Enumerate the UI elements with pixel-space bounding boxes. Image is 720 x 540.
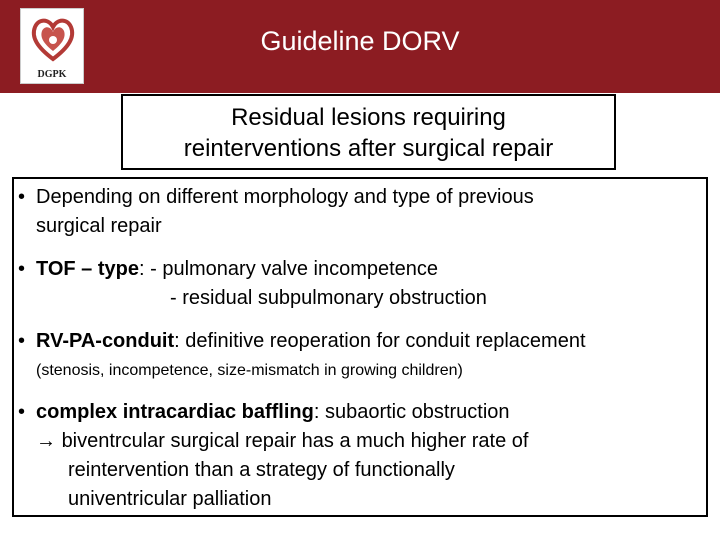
- page-title: Guideline DORV: [260, 26, 460, 56]
- arrow-right-icon: →: [36, 430, 56, 452]
- bullet-label: complex intracardiac baffling: [36, 401, 314, 423]
- bullet-dot-icon: •: [18, 330, 26, 352]
- bullet-dot-icon: •: [18, 186, 26, 208]
- bullet-rv-pa-conduit: [18, 327, 708, 382]
- bullet-text-continued: - residual subpulmonary obstruction: [170, 287, 487, 309]
- bullet-text-continued: reintervention than a strategy of functionally: [68, 459, 455, 481]
- bullet-text-continued: surgical repair: [36, 215, 162, 237]
- subtitle-line-2: reinterventions after surgical repair: [183, 135, 554, 162]
- bullet-text: : subaortic obstruction: [313, 401, 510, 423]
- bullet-intracardiac-baffling: [18, 398, 708, 514]
- bullet-morphology: [18, 183, 708, 241]
- bullet-label: RV-PA-conduit: [36, 330, 175, 352]
- bullet-dot-icon: •: [18, 258, 26, 280]
- header-bar: [0, 0, 720, 93]
- bullet-text: : definitive reoperation for conduit replacement: [174, 330, 586, 352]
- subtitle-box: [121, 94, 616, 170]
- logo-text: DGPK: [37, 69, 67, 80]
- bullet-dot-icon: •: [18, 401, 26, 423]
- dgpk-logo: [20, 8, 84, 84]
- bullet-tof-type: [18, 255, 708, 313]
- bullet-text: Depending on different morphology and type of previous: [36, 186, 534, 208]
- subtitle-line-1: Residual lesions requiring: [231, 104, 506, 131]
- bullet-text-continued: biventrcular surgical repair has a much higher rate of: [61, 430, 529, 452]
- heart-logo-icon: [29, 13, 77, 65]
- bullet-note: (stenosis, incompetence, size-mismatch in growing children): [36, 362, 463, 379]
- bullet-label: TOF – type: [36, 258, 139, 280]
- bullet-text-continued: univentricular palliation: [68, 488, 272, 510]
- bullet-text: : - pulmonary valve incompetence: [139, 258, 439, 280]
